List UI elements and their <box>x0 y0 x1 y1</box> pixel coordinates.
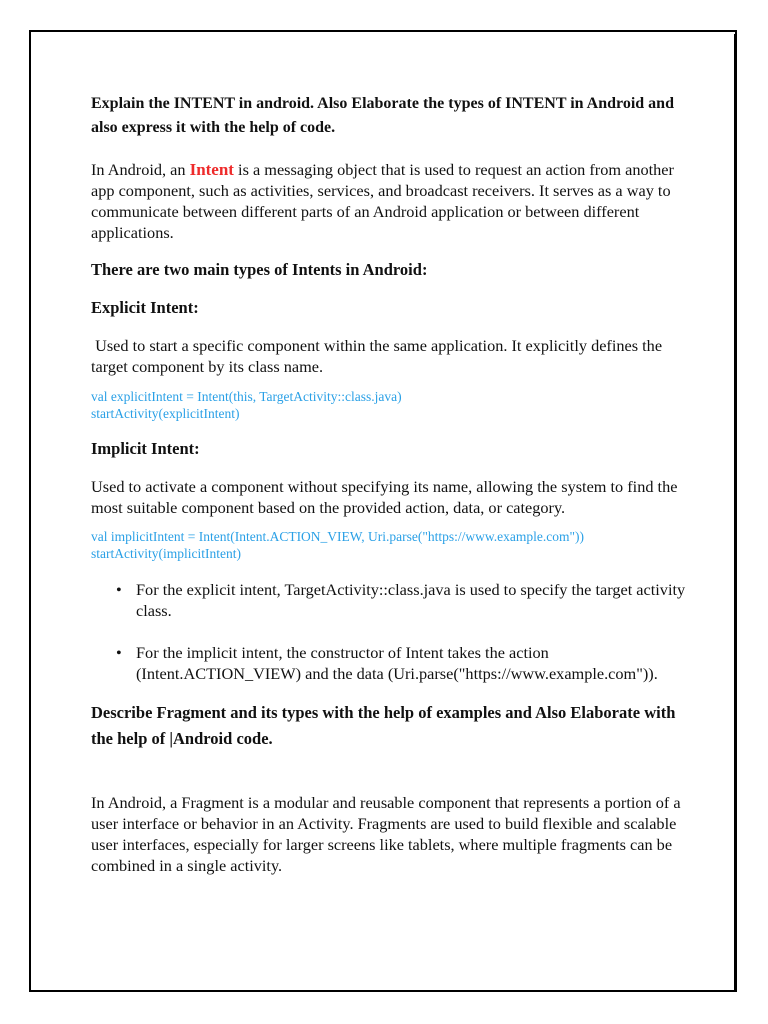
intent-notes-list <box>91 579 691 684</box>
bullet-icon: • <box>116 580 122 599</box>
implicit-code-line-2: startActivity(implicitIntent) <box>91 546 241 561</box>
implicit-code-line-1: val implicitIntent = Intent(Intent.ACTION_VIEW, Uri.parse("https://www.example.com")) <box>91 529 585 544</box>
implicit-intent-description: Used to activate a component without specifying its name, allowing the system to find the most suitable component based on the provided action, data, or category. <box>91 477 678 517</box>
explicit-code-line-2: startActivity(explicitIntent) <box>91 406 240 421</box>
list-item <box>91 642 691 684</box>
implicit-intent-heading: Implicit Intent: <box>91 439 200 458</box>
intro-text-after: is a messaging object that is used to request an action from another app component, such as activities, services, and broadcast receivers. It serves as a way to communicate between different parts of an Android application or between different applications. <box>91 160 674 242</box>
explicit-code-line-1: val explicitIntent = Intent(this, TargetActivity::class.java) <box>91 389 402 404</box>
intent-intro-paragraph <box>91 159 691 243</box>
intent-types-heading: There are two main types of Intents in Android: <box>91 260 428 279</box>
question-2-heading: Describe Fragment and its types with the help of examples and Also Elaborate with the help of |Android code. <box>91 703 676 748</box>
question-1-heading: Explain the INTENT in android. Also Elaborate the types of INTENT in Android and also express it with the help of code. <box>91 95 674 136</box>
document-body <box>91 92 691 876</box>
explicit-intent-description: Used to start a specific component within the same application. It explicitly defines the target component by its class name. <box>91 336 667 376</box>
explicit-intent-heading: Explicit Intent: <box>91 298 199 317</box>
explicit-intent-code-block <box>91 388 691 422</box>
bullet-text-explicit: For the explicit intent, TargetActivity::class.java is used to specify the target activity class. <box>136 580 686 620</box>
list-item <box>91 579 691 621</box>
implicit-intent-code-block <box>91 528 691 562</box>
bullet-text-implicit: For the implicit intent, the constructor of Intent takes the action (Intent.ACTION_VIEW) and the data (Uri.parse("https://www.example.com")). <box>136 643 658 683</box>
fragment-intro-paragraph: In Android, a Fragment is a modular and reusable component that represents a portion of a user interface or behavior in an Activity. Fragments are used to build flexible and scalable user interfaces, especially for larger screens like tablets, where multiple fragments can be combined in a single activity. <box>91 793 681 875</box>
intent-highlight: Intent <box>189 160 234 179</box>
bullet-icon: • <box>116 643 122 662</box>
intro-text-before: In Android, an <box>91 160 190 179</box>
